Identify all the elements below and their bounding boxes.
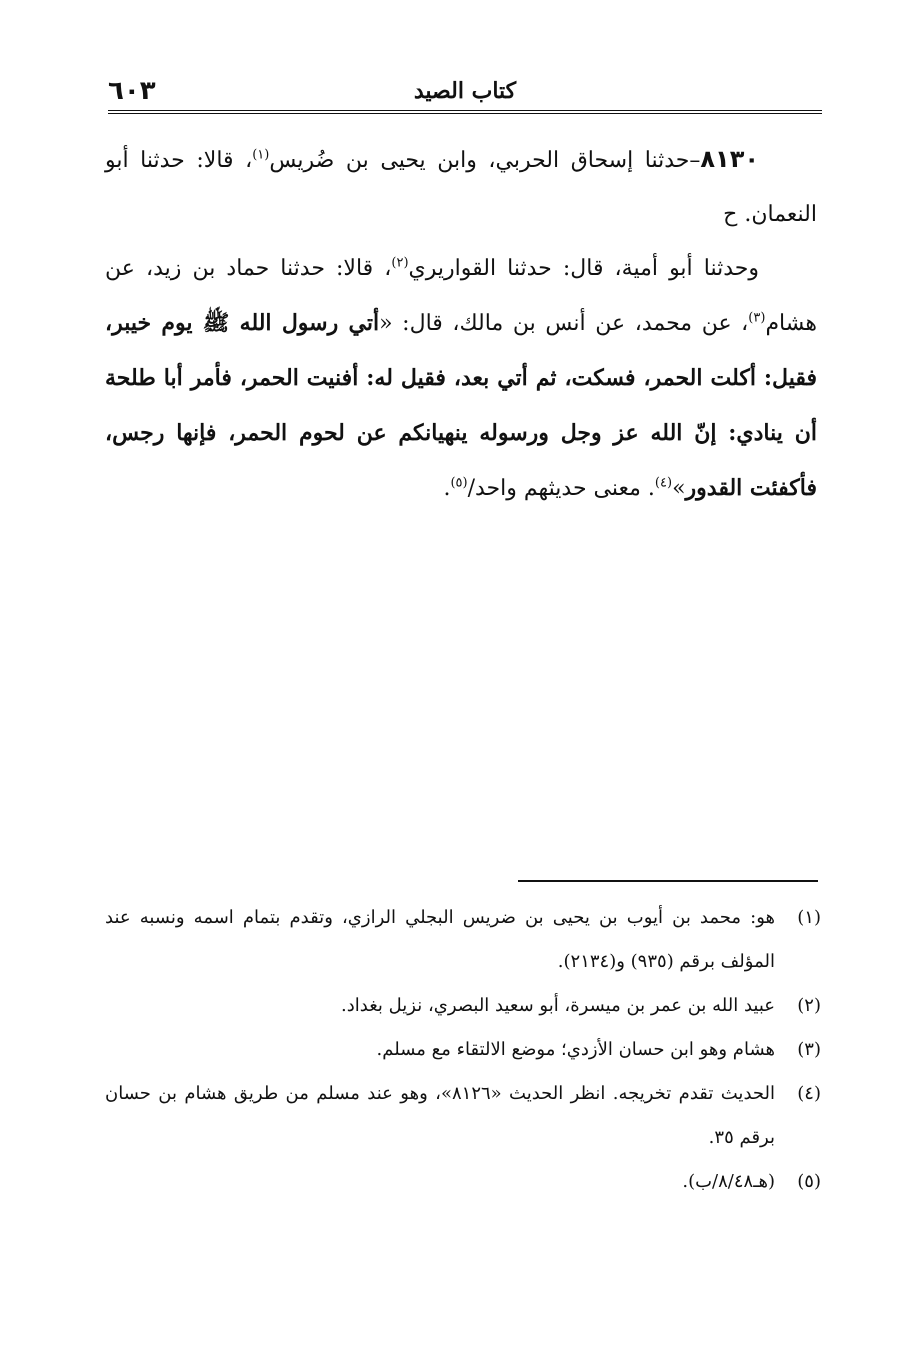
footnote-text: عبيد الله بن عمر بن ميسرة، أبو سعيد البصري، نزيل بغداد. xyxy=(341,995,775,1016)
footnote-item xyxy=(105,1160,821,1204)
text-segment: . معنى حديثهم واحد/ xyxy=(467,476,655,501)
hadith-paragraph-1 xyxy=(105,132,817,242)
footnote-separator xyxy=(518,880,818,882)
hadith-number: ٨١٣٠ xyxy=(700,145,759,173)
footnote-item xyxy=(105,1028,821,1072)
footnote-item xyxy=(105,1072,821,1160)
footnote-ref-1[interactable]: (١) xyxy=(252,147,270,163)
main-text xyxy=(105,132,817,516)
footnote-ref-2[interactable]: (٢) xyxy=(391,255,409,271)
footnote-ref-5[interactable]: (٥) xyxy=(450,475,468,491)
footnote-item xyxy=(105,896,821,984)
footnote-ref-4[interactable]: (٤) xyxy=(654,475,673,491)
text-segment: –حدثنا إسحاق الحربي، وابن يحيى بن ضُريس xyxy=(269,148,701,173)
footnote-text: هشام وهو ابن حسان الأزدي؛ موضع الالتقاء مع مسلم. xyxy=(376,1039,775,1060)
text-segment: » xyxy=(672,476,686,501)
hadith-matn: أتي رسول الله ﷺ يوم خيبر، فقيل: أكلت الحمر، فسكت، ثم أتي بعد، فقيل له: أفنيت الحمر، فأمر أبا طلحة أن ينادي: إنّ الله عز وجل ورسوله ينهيانكم عن لحوم الحمر، فإنها رجس، فأكفئت القدور xyxy=(105,310,817,501)
text-segment: . xyxy=(443,476,451,501)
footnote-label: (١) xyxy=(797,907,821,928)
footnote-ref-3[interactable]: (٣) xyxy=(748,310,766,326)
text-segment: ، قالا: حدثنا أبو النعمان. ح xyxy=(105,148,817,227)
footnote-label: (٣) xyxy=(797,1039,821,1060)
footnote-text: (هـ٨/٤٨/ب). xyxy=(682,1171,775,1192)
footnote-label: (٢) xyxy=(797,995,821,1016)
footnote-text: الحديث تقدم تخريجه. انظر الحديث «٨١٢٦»، وهو عند مسلم من طريق هشام بن حسان برقم ٣٥. xyxy=(105,1083,775,1148)
footnote-text: هو: محمد بن أيوب بن يحيى بن ضريس البجلي الرازي، وتقدم بتمام اسمه ونسبه عند المؤلف برقم (٩٣٥) و(٢١٣٤). xyxy=(105,907,775,972)
footnote-label: (٤) xyxy=(797,1083,821,1104)
hadith-paragraph-2 xyxy=(105,242,817,516)
text-segment: ، قالا: حدثنا حماد بن زيد، عن هشام xyxy=(105,256,817,336)
page-header xyxy=(108,70,822,114)
text-segment: وحدثنا أبو أمية، قال: حدثنا القواريري xyxy=(408,256,759,281)
text-segment: ، عن محمد، عن أنس بن مالك، قال: « xyxy=(379,311,749,336)
footnote-label: (٥) xyxy=(797,1171,821,1192)
footnote-item xyxy=(105,984,821,1028)
footnotes xyxy=(105,896,821,1204)
page-number: ٦٠٣ xyxy=(108,76,156,106)
chapter-title: كتاب الصيد xyxy=(413,78,517,104)
